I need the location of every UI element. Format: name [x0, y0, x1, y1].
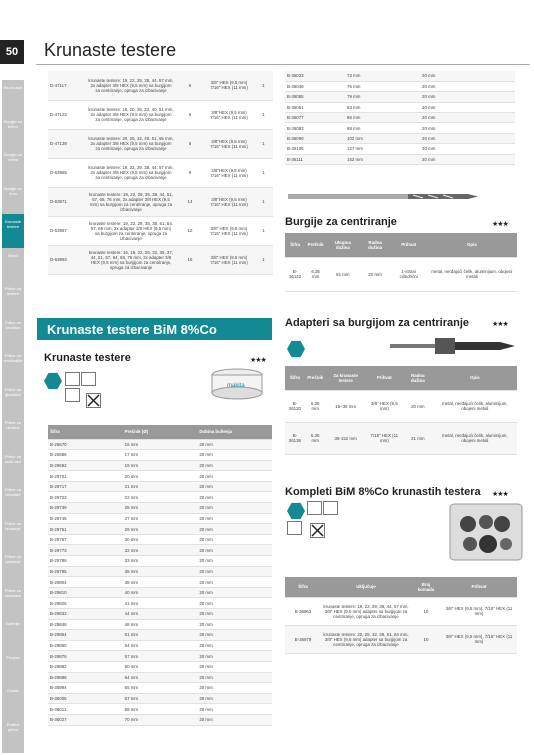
diameter: 16 mm — [123, 439, 198, 450]
product-code: B-36105 — [285, 144, 345, 154]
column-header: Šifra — [285, 366, 305, 390]
sidebar-tab[interactable]: Ostalo — [2, 683, 24, 719]
metal-icon — [287, 521, 302, 535]
table-header — [285, 577, 517, 597]
drilling-depth: 20 mm — [197, 704, 272, 715]
column-header: Šifra — [48, 425, 123, 439]
product-code: B-25670 — [48, 439, 123, 450]
table-row — [285, 390, 517, 422]
table-row — [285, 123, 515, 133]
table-cell: 3/8" HEX (9,5 mm) — [366, 390, 403, 422]
table-row — [285, 133, 515, 143]
sidebar-tab[interactable]: Pribor za usisivace — [2, 583, 24, 619]
contents: krunaste testere: 19, 22, 29, 38, 44, 57 mm, 3/8" HEX (9,5 mm) adapter sa burgijom za centriranje, opruga za izbacivanje — [321, 597, 411, 625]
table-cell: 38-152 mm — [326, 422, 366, 454]
product-code: B-29723 — [48, 492, 123, 503]
hole-saw-image — [205, 365, 269, 401]
rating-stars: ★★★ — [492, 221, 508, 228]
shank: 3/8" HEX (9,5 mm) 7/16" HEX (11 mm) — [204, 245, 254, 274]
diameter: 67 mm — [123, 693, 198, 704]
table-row — [48, 460, 272, 471]
diameter: 19 mm — [123, 460, 198, 471]
table-row — [285, 113, 515, 123]
table-row — [285, 102, 515, 112]
table-row — [48, 481, 272, 492]
column-header: Prečnik (Ø) — [123, 425, 198, 439]
drilling-depth: 20 mm — [420, 154, 515, 164]
drilling-depth: 20 mm — [197, 556, 272, 567]
drilling-depth: 20 mm — [420, 92, 515, 102]
table-row — [48, 524, 272, 535]
shank: 3/8" HEX (9,5 mm), 7/16" HEX (11 mm) — [441, 625, 517, 653]
drilling-depth: 20 mm — [420, 81, 515, 91]
centering-drills-title: Burgije za centriranje — [285, 216, 397, 228]
product-code: B-36111 — [285, 154, 345, 164]
column-header: Ukupna dužina — [326, 233, 360, 257]
centering-drills-table — [285, 233, 517, 292]
hole-saw-sizes-table-continued — [285, 71, 515, 165]
column-header: Prihvat — [441, 577, 517, 597]
diameter: 33 mm — [123, 556, 198, 567]
product-code: B-36033 — [285, 71, 345, 81]
sidebar-tab[interactable]: Burgije za beton — [2, 114, 24, 150]
table-row — [285, 144, 515, 154]
piece-count: 6 — [176, 71, 204, 100]
diameter: 60 mm — [123, 661, 198, 672]
centering-drill-image — [288, 190, 488, 204]
diameter: 89 mm — [345, 123, 420, 133]
diameter: 73 mm — [345, 71, 420, 81]
product-code: B-36083 — [285, 123, 345, 133]
column-header: Šifra — [285, 577, 321, 597]
table-row — [48, 683, 272, 694]
table-row — [285, 154, 515, 164]
drilling-depth: 20 mm — [197, 598, 272, 609]
piece-count: 10 — [411, 625, 441, 653]
quantity: 1 — [254, 71, 273, 100]
product-code: B-29826 — [48, 598, 123, 609]
diameter: 54 mm — [123, 640, 198, 651]
title-divider — [36, 64, 530, 65]
page-title: Krunaste testere — [44, 40, 177, 60]
contents: krunaste testere: 16, 19, 22, 25, 32, 35, 37, 44, 51, 57, 64, 68, 76 mm, 2x adapter 3/8 HEX (9,5 mm) sa burgijom za centriranje, opruga za izbacivanje — [86, 245, 176, 274]
product-code: D-63987 — [48, 216, 86, 245]
column-header: Prečnik — [305, 233, 326, 257]
diameter: 27 mm — [123, 513, 198, 524]
diameter: 32 mm — [123, 545, 198, 556]
product-code: B-36027 — [48, 714, 123, 725]
quantity: 1 — [254, 129, 273, 158]
table-cell: B-36136 — [285, 422, 305, 454]
table-row — [285, 422, 517, 454]
table-row — [48, 714, 272, 725]
diameter: 76 mm — [345, 81, 420, 91]
sidebar-tab[interactable]: Krunaste testere — [2, 214, 24, 250]
diameter: 21 mm — [123, 481, 198, 492]
drilling-depth: 20 mm — [197, 672, 272, 683]
aluminium-icon — [65, 372, 80, 386]
sidebar-tab[interactable]: Pribor za brusilice — [2, 315, 24, 351]
table-row — [48, 471, 272, 482]
product-code: B-29692 — [48, 460, 123, 471]
column-header: Prihvat — [366, 366, 403, 390]
table-row — [48, 513, 272, 524]
drilling-depth: 20 mm — [197, 513, 272, 524]
product-code: B-29739 — [48, 503, 123, 514]
table-row — [48, 598, 272, 609]
shank: 3/8"HEX (9,5 mm) 7/16" HEX (11 mm) — [204, 158, 254, 187]
table-row — [48, 577, 272, 588]
column-header: Dubina bušenja — [197, 425, 272, 439]
drilling-depth: 20 mm — [197, 693, 272, 704]
product-code: B-25789 — [48, 556, 123, 567]
shank: 3/8" HEX (9,5 mm), 7/16" HEX (11 mm) — [441, 597, 517, 625]
piece-count: 6 — [176, 100, 204, 129]
product-code: B-36963 — [285, 597, 321, 625]
shank: 3/8" HEX (9,5 mm) 7/16" HEX (11 mm) — [204, 216, 254, 245]
adapters-table — [285, 366, 517, 455]
product-code: B-36049 — [285, 81, 345, 91]
product-code: B-29745 — [48, 513, 123, 524]
table-row — [285, 71, 515, 81]
drilling-depth: 20 mm — [197, 460, 272, 471]
table-row — [48, 158, 273, 187]
product-code: D-63993 — [48, 245, 86, 274]
product-code: B-36055 — [285, 92, 345, 102]
table-row — [48, 450, 272, 461]
sidebar-tab[interactable]: Pribor za rendisaljke — [2, 348, 24, 384]
table-cell: 6,35 mm — [305, 390, 326, 422]
column-header: Radna dužina — [403, 366, 433, 390]
quantity: 1 — [254, 245, 273, 274]
product-code: B-36099 — [285, 133, 345, 143]
shank: 3/8"HEX (9,5 mm) 7/16" HEX (11 mm) — [204, 187, 254, 216]
table-cell: 6,35 mm — [305, 422, 326, 454]
diameter: 22 mm — [123, 492, 198, 503]
table-cell: metal, nerđajući čelik, aluminijum, obojeni metali — [433, 390, 517, 422]
kits-title: Kompleti BiM 8%Co krunastih testera — [285, 486, 481, 498]
product-code: B-36061 — [285, 102, 345, 112]
product-code: D-63965 — [48, 158, 86, 187]
product-code: B-29767 — [48, 534, 123, 545]
product-code: B-36011 — [48, 704, 123, 715]
hole-saw-sets-table — [48, 71, 273, 275]
drilling-depth: 20 mm — [420, 102, 515, 112]
drilling-depth: 20 mm — [197, 524, 272, 535]
diameter: 127 mm — [345, 144, 420, 154]
table-row — [48, 503, 272, 514]
drilling-depth: 20 mm — [197, 630, 272, 641]
diameter: 70 mm — [123, 714, 198, 725]
drilling-depth: 20 mm — [197, 481, 272, 492]
contents: krunaste testere: 20, 25, 32, 38, 51, 64 mm, 3/8" HEX (9,5 mm) adapter sa burgijom za centriranje, opruga za izbacivanje — [321, 625, 411, 653]
column-header: Šifra — [285, 233, 305, 257]
product-code: D-63971 — [48, 187, 86, 216]
drilling-depth: 20 mm — [197, 587, 272, 598]
drilling-depth: 20 mm — [197, 651, 272, 662]
table-row — [48, 545, 272, 556]
table-row — [48, 640, 272, 651]
diameter: 64 mm — [123, 672, 198, 683]
column-header: Opis — [427, 233, 517, 257]
column-header: Broj komada — [411, 577, 441, 597]
sidebar-tab[interactable]: Pribor za cirkulare — [2, 482, 24, 518]
shank: 3/8"HEX (9,5 mm) 7/16" HEX (11 mm) — [204, 100, 254, 129]
table-cell: metal, nerđajući čelik, aluminijum, obojeni metali — [427, 257, 517, 291]
rating-stars: ★★★ — [250, 357, 266, 364]
piece-count: 9 — [176, 158, 204, 187]
table-row — [48, 566, 272, 577]
diameter: 41 mm — [123, 598, 198, 609]
quantity: 1 — [254, 158, 273, 187]
drilling-depth: 20 mm — [420, 123, 515, 133]
sidebar-tab[interactable]: Pribor za glodalice — [2, 382, 24, 418]
stainless-icon — [323, 501, 338, 515]
diameter: 44 mm — [123, 609, 198, 620]
table-row — [285, 92, 515, 102]
drilling-depth: 20 mm — [197, 439, 272, 450]
shank: 3/8"HEX (9,5 mm) 7/16" HEX (11 mm) — [204, 129, 254, 158]
diameter: 29 mm — [123, 524, 198, 535]
sidebar-tab[interactable]: Punjaci — [2, 650, 24, 686]
drilling-depth: 20 mm — [197, 619, 272, 630]
piece-count: 16 — [176, 245, 204, 274]
table-row — [48, 216, 273, 245]
piece-count: 12 — [176, 216, 204, 245]
sidebar-tab[interactable]: Pribor za multi-tool — [2, 449, 24, 485]
bim-hole-saw-table — [48, 425, 272, 726]
drilling-depth: 20 mm — [420, 133, 515, 143]
table-row — [48, 619, 272, 630]
quantity: 1 — [254, 187, 273, 216]
table-cell: 1-strani cilindrični — [391, 257, 427, 291]
table-cell: B-36142 — [285, 257, 305, 291]
hole-saw-kit-case-image — [448, 500, 524, 564]
sidebar-tab[interactable]: Bitovi — [2, 248, 24, 284]
table-row — [48, 100, 273, 129]
diameter: 57 mm — [123, 651, 198, 662]
contents: krunaste testere: 20, 25, 32, 40, 51, 65 mm, 2x adapter 3/8 HEX (9,5 mm) sa burgijom za centriranje, opruga za izbacivanje — [86, 129, 176, 158]
drilling-depth: 20 mm — [197, 450, 272, 461]
column-header: Prečnik — [305, 366, 326, 390]
product-code: B-29888 — [48, 672, 123, 683]
table-row — [285, 257, 517, 291]
column-header: Radna dužina — [360, 233, 391, 257]
product-code: B-29701 — [48, 471, 123, 482]
table-row — [285, 625, 517, 653]
page-number: 50 — [0, 40, 24, 64]
product-code: B-29717 — [48, 481, 123, 492]
product-code: B-29832 — [48, 609, 123, 620]
drilling-depth: 20 mm — [197, 534, 272, 545]
drilling-depth: 20 mm — [197, 714, 272, 725]
column-header: Uključuje — [321, 577, 411, 597]
product-code: B-35994 — [48, 683, 123, 694]
product-code: B-36005 — [48, 693, 123, 704]
sidebar-tab[interactable]: Pribor za testere — [2, 281, 24, 317]
drilling-depth: 20 mm — [197, 566, 272, 577]
contents: krunaste testere: 19, 22, 29, 35, 38, 51, 54, 57, 65 mm, 2x adapter 3/8 HEX (9,5 mm) sa burgijom za centriranje, opruga za izbacivanje — [86, 216, 176, 245]
rating-stars: ★★★ — [492, 491, 508, 498]
table-header — [285, 233, 517, 257]
table-header — [48, 425, 272, 439]
table-cell: 7/16" HEX (11 mm) — [366, 422, 403, 454]
drilling-depth: 20 mm — [197, 640, 272, 651]
table-row — [48, 704, 272, 715]
product-code: B-29773 — [48, 545, 123, 556]
diameter: 20 mm — [123, 471, 198, 482]
metal-icon — [65, 388, 80, 402]
table-row — [48, 609, 272, 620]
sidebar — [0, 0, 24, 755]
table-row — [48, 693, 272, 704]
adapters-title: Adapteri sa burgijom za centriranje — [285, 317, 469, 329]
drilling-depth: 20 mm — [197, 492, 272, 503]
piece-count: 14 — [176, 187, 204, 216]
table-cell: 16–35 mm — [326, 390, 366, 422]
diameter: 152 mm — [345, 154, 420, 164]
product-code: B-29882 — [48, 661, 123, 672]
bim-subtitle: Krunaste testere — [44, 352, 131, 364]
product-code: B-29795 — [48, 566, 123, 577]
column-header: Prihvat — [391, 233, 427, 257]
product-code: D-47139 — [48, 129, 86, 158]
drilling-depth: 20 mm — [197, 609, 272, 620]
drilling-depth: 20 mm — [420, 71, 515, 81]
adapter-image — [390, 332, 520, 360]
table-row — [285, 597, 517, 625]
diameter: 40 mm — [123, 587, 198, 598]
contents: krunaste testere: 19, 22, 29, 35, 38, 44, 51, 57, 68, 76 mm, 2x adapter 3/8 HEX (9,5 mm) sa burgijom za centriranje, opruga za izbacivanje — [86, 187, 176, 216]
table-row — [48, 71, 273, 100]
table-cell: 20 mm — [360, 257, 391, 291]
aluminium-icon — [307, 501, 322, 515]
product-code: D-47123 — [48, 100, 86, 129]
sidebar-tab[interactable]: Pribor za poliranje — [2, 549, 24, 585]
table-row — [48, 661, 272, 672]
quantity: 1 — [254, 100, 273, 129]
product-code: B-36979 — [285, 625, 321, 653]
product-code: B-29804 — [48, 577, 123, 588]
svg-text:makita: makita — [227, 383, 245, 389]
table-row — [48, 651, 272, 662]
table-row — [48, 630, 272, 641]
diameter: 83 mm — [345, 102, 420, 112]
table-row — [48, 672, 272, 683]
hex-shank-icon — [44, 372, 62, 390]
table-row — [48, 129, 273, 158]
drilling-depth: 20 mm — [420, 113, 515, 123]
drilling-depth: 20 mm — [197, 661, 272, 672]
hex-shank-icon — [287, 502, 305, 520]
diameter: 51 mm — [123, 630, 198, 641]
column-header: Opis — [433, 366, 517, 390]
drilling-depth: 20 mm — [197, 545, 272, 556]
drilling-depth: 20 mm — [197, 503, 272, 514]
table-row — [48, 534, 272, 545]
table-row — [285, 81, 515, 91]
no-hammer-icon — [310, 523, 325, 538]
product-code: D-47117 — [48, 71, 86, 100]
table-cell: 20 mm — [403, 390, 433, 422]
diameter: 17 mm — [123, 450, 198, 461]
diameter: 25 mm — [123, 503, 198, 514]
table-row — [48, 587, 272, 598]
shank: 3/8" HEX (9,5 mm) 7/16" HEX (11 mm) — [204, 71, 254, 100]
diameter: 102 mm — [345, 133, 420, 143]
diameter: 35 mm — [123, 566, 198, 577]
table-cell: 21 mm — [403, 422, 433, 454]
piece-count: 10 — [411, 597, 441, 625]
table-row — [48, 556, 272, 567]
drilling-depth: 20 mm — [197, 577, 272, 588]
product-code: B-36077 — [285, 113, 345, 123]
sidebar-tab[interactable]: Pribor za brusenje — [2, 516, 24, 552]
sidebar-tab[interactable]: Burgije za drvo — [2, 181, 24, 217]
contents: krunaste testere: 19, 22, 29, 38, 44, 57 mm, 2x adapter 3/8 HEX (9,5 mm) sa burgijom za centriranje, opruga za izbacivanje — [86, 71, 176, 100]
hex-shank-icon — [287, 340, 305, 358]
table-row — [48, 245, 273, 274]
stainless-icon — [81, 372, 96, 386]
sidebar-tab[interactable]: Rezni alati — [2, 80, 24, 116]
contents: krunaste testere: 16, 20, 25, 32, 40, 51 mm, 2x adapter 3/8 HEX (9,5 mm) sa burgijom za centriranje, opruga za izbacivanje — [86, 100, 176, 129]
contents: krunaste testere: 19, 22, 29, 38, 44, 57 mm, 2x adapter 3/8 HEX (9,5 mm) sa burgijom za centriranje, opruga za izbacivanje — [86, 158, 176, 187]
table-cell: metal, nerđajući čelik, aluminijum, obojeni metali — [433, 422, 517, 454]
drilling-depth: 20 mm — [420, 144, 515, 154]
table-row — [48, 492, 272, 503]
table-row — [48, 187, 273, 216]
diameter: 30 mm — [123, 534, 198, 545]
product-code: B-29848 — [48, 619, 123, 630]
product-code: B-25686 — [48, 450, 123, 461]
sidebar-tab[interactable]: Prateci pribor — [2, 717, 24, 753]
table-header — [285, 366, 517, 390]
drilling-depth: 20 mm — [197, 471, 272, 482]
table-cell: 81 mm — [326, 257, 360, 291]
product-code: B-29751 — [48, 524, 123, 535]
rating-stars: ★★★ — [492, 321, 508, 328]
table-cell: B-36120 — [285, 390, 305, 422]
drilling-depth: 20 mm — [197, 683, 272, 694]
product-code: B-29810 — [48, 587, 123, 598]
sidebar-tab[interactable]: Pribor za ubodne — [2, 415, 24, 451]
column-header: Za krunaste testere — [326, 366, 366, 390]
product-code: B-29876 — [48, 651, 123, 662]
diameter: 86 mm — [345, 113, 420, 123]
table-row — [48, 439, 272, 450]
diameter: 79 mm — [345, 92, 420, 102]
bim-banner: Krunaste testere BiM 8%Co — [37, 318, 272, 340]
product-code: B-29860 — [48, 640, 123, 651]
sidebar-tab[interactable]: Baterije — [2, 616, 24, 652]
diameter: 48 mm — [123, 619, 198, 630]
diameter: 65 mm — [123, 683, 198, 694]
table-cell: 6,35 mm — [305, 257, 326, 291]
diameter: 68 mm — [123, 704, 198, 715]
piece-count: 6 — [176, 129, 204, 158]
diameter: 38 mm — [123, 577, 198, 588]
quantity: 1 — [254, 216, 273, 245]
kits-table — [285, 577, 517, 654]
product-code: B-29854 — [48, 630, 123, 641]
no-hammer-icon — [86, 393, 101, 408]
sidebar-tab[interactable]: Burgije za metal — [2, 147, 24, 183]
